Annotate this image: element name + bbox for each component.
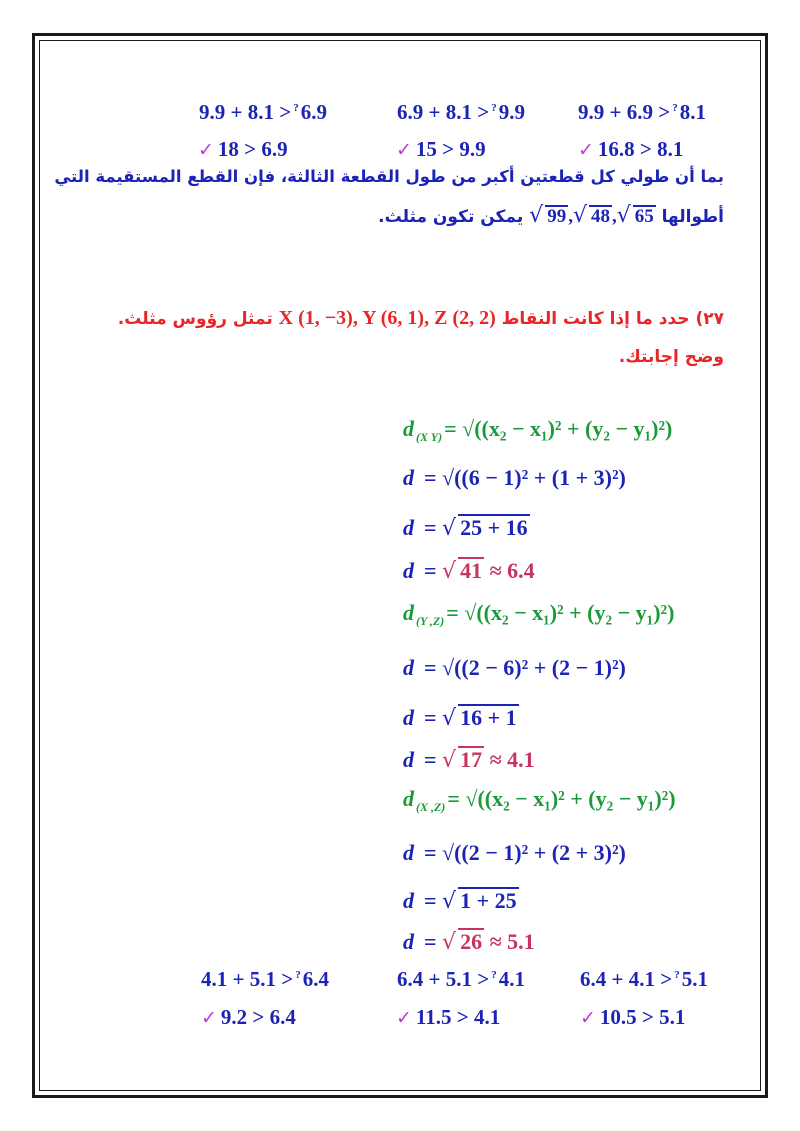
check-icon: ✓	[396, 1007, 412, 1029]
dxy-step2: d = √ 25 + 16	[403, 515, 528, 541]
bottom-result-mid: ✓ 11.5 > 4.1	[396, 1005, 501, 1029]
dxz-formula: d $_{(X ,Z)}$= √((x₂ − x₁)² + (y₂ − y₁)²)	[403, 786, 676, 815]
check-icon: ✓	[198, 139, 214, 161]
top-ineq-mid: 6.9 + 8.1 > ?9.9	[397, 100, 525, 124]
bottom-result-right: ✓ 10.5 > 5.1	[580, 1005, 686, 1029]
conclusion-line2: أطوالها √ 99 ,√ 48 ,√ 65 يمكن تكون مثلث.	[378, 203, 724, 228]
top-ineq-left: 9.9 + 8.1 > ?6.9	[199, 100, 327, 124]
bottom-ineq-right: 6.4 + 4.1 > ?5.1	[580, 967, 708, 991]
dyz-step2: d = √ 16 + 1	[403, 705, 517, 731]
top-result-right: ✓ 16.8 > 8.1	[578, 137, 684, 161]
dxy-formula: d $_{(X Y)}$= √((x₂ − x₁)² + (y₂ − y₁)²)	[403, 416, 673, 445]
top-result-left: ✓ 18 > 6.9	[198, 137, 288, 161]
check-icon: ✓	[396, 139, 412, 161]
conclusion-line1: بما أن طولي كل قطعتين أكبر من طول القطعة الثالثة، فإن القطع المستقيمة التي	[54, 167, 724, 186]
check-icon: ✓	[580, 1007, 596, 1029]
dxz-step2: d = √ 1 + 25	[403, 888, 517, 914]
dxy-step3: d = √ 41 ≈ 6.4	[403, 558, 535, 584]
dxz-step3: d = √ 26 ≈ 5.1	[403, 929, 535, 955]
top-result-mid: ✓ 15 > 9.9	[396, 137, 486, 161]
dyz-step1: d = √((2 − 6)² + (2 − 1)²)	[403, 655, 626, 680]
dyz-formula: d $_{(Y ,Z)}$= √((x₂ − x₁)² + (y₂ − y₁)²)	[403, 600, 675, 629]
dxy-step1: d = √((6 − 1)² + (1 + 3)²)	[403, 465, 626, 490]
problem-line2: وضح إجابتك.	[618, 347, 724, 367]
check-icon: ✓	[578, 139, 594, 161]
dxz-step1: d = √((2 − 1)² + (2 + 3)²)	[403, 840, 626, 865]
dyz-step3: d = √ 17 ≈ 4.1	[403, 747, 535, 773]
check-icon: ✓	[201, 1007, 217, 1029]
bottom-ineq-left: 4.1 + 5.1 > ?6.4	[201, 967, 329, 991]
radical-list: √ 99 ,√ 48 ,√ 65	[529, 203, 654, 228]
top-ineq-right: 9.9 + 6.9 > ?8.1	[578, 100, 706, 124]
page-border-inner	[39, 40, 761, 1091]
bottom-result-left: ✓ 9.2 > 6.4	[201, 1005, 296, 1029]
bottom-ineq-mid: 6.4 + 5.1 > ?4.1	[397, 967, 525, 991]
problem-line1: ٢٧) حدد ما إذا كانت النقاط X (1, −3), Y (6, 1), Z (2, 2) تمثل رؤوس مثلث.	[117, 307, 724, 329]
